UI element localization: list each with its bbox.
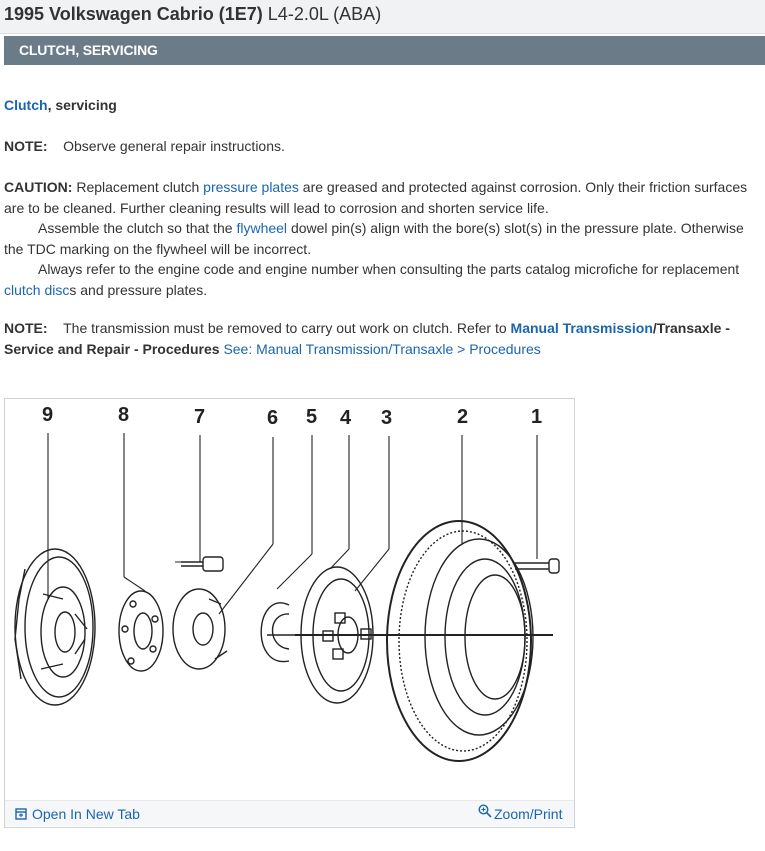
engine-spec: L4-2.0L (ABA)	[267, 4, 382, 24]
see-procedures-link[interactable]: See: Manual Transmission/Transaxle > Procedures	[223, 340, 541, 357]
note-label-2: NOTE:	[4, 320, 48, 336]
open-in-new-tab-button[interactable]	[15, 806, 140, 822]
zoom-print-button[interactable]	[478, 803, 562, 822]
ring-plate-drawing	[119, 591, 163, 671]
clutch-disc-drawing	[295, 567, 553, 703]
caution-block	[4, 177, 761, 300]
zoom-print-label: Zoom/Print	[494, 806, 563, 822]
flywheel-drawing	[387, 521, 533, 761]
bolt-and-plate-drawing	[173, 557, 227, 669]
callout-5: 5	[306, 406, 318, 428]
section-header	[4, 36, 765, 65]
section-title: CLUTCH, SERVICING	[19, 42, 158, 58]
caution-text-2: are greased and protected against corrosion. Only their friction surfaces are to be cleaned. Further cleaning results will lead to corrosion and shorten service life.	[4, 179, 748, 216]
new-tab-icon	[15, 808, 27, 820]
note-text: Observe general repair instructions.	[63, 138, 285, 154]
note-transmission	[4, 318, 761, 359]
callout-6: 6	[267, 407, 279, 429]
pressure-plate-drawing	[15, 549, 95, 705]
subtitle	[4, 95, 761, 116]
callout-8: 8	[118, 404, 130, 426]
callout-2: 2	[457, 406, 469, 428]
flywheel-link[interactable]: flywheel	[236, 220, 288, 236]
top-bar	[0, 0, 765, 34]
caution-text-1: Replacement clutch	[76, 179, 200, 195]
caution-text-5: Always refer to the engine code and engine number when consulting the parts catalog microfiche for replacement	[38, 261, 740, 277]
manual-transmission-link[interactable]: Manual Transmission	[510, 320, 653, 336]
figure-footer	[5, 800, 574, 826]
caution-label: CAUTION:	[4, 179, 73, 195]
callout-7: 7	[194, 406, 206, 428]
subtitle-rest: , servicing	[47, 97, 117, 113]
flywheel-bolt-drawing	[515, 559, 559, 573]
vehicle-title: 1995 Volkswagen Cabrio (1E7)	[4, 4, 263, 24]
clutch-disc-link[interactable]: clutch disc	[4, 281, 70, 298]
page-title	[4, 4, 381, 25]
note2-procedures-text: /Transaxle - Service and Repair - Procedures	[4, 320, 730, 357]
caution-text-6: s and pressure plates.	[69, 281, 208, 298]
note-label: NOTE:	[4, 138, 48, 154]
caution-text-3: Assemble the clutch so that the	[38, 220, 233, 236]
split-ring-drawing	[261, 603, 305, 662]
clutch-exploded-diagram	[5, 399, 574, 799]
pressure-plates-link[interactable]: pressure plates	[203, 179, 299, 195]
leader-lines	[48, 433, 537, 614]
callout-4: 4	[340, 407, 352, 429]
callout-3: 3	[381, 407, 393, 429]
note-general	[4, 136, 761, 157]
clutch-link[interactable]: Clutch	[4, 97, 48, 113]
callout-1: 1	[531, 406, 543, 428]
caution-text-4: dowel pin(s) align with the bore(s) slot(s) in the pressure plate. Otherwise the TDC marking on the flywheel will be incorrect.	[4, 220, 744, 257]
zoom-icon	[478, 804, 492, 818]
open-in-new-tab-label: Open In New Tab	[32, 806, 140, 822]
note2-text: The transmission must be removed to carry out work on clutch. Refer to	[63, 320, 507, 336]
callout-9: 9	[42, 404, 54, 426]
